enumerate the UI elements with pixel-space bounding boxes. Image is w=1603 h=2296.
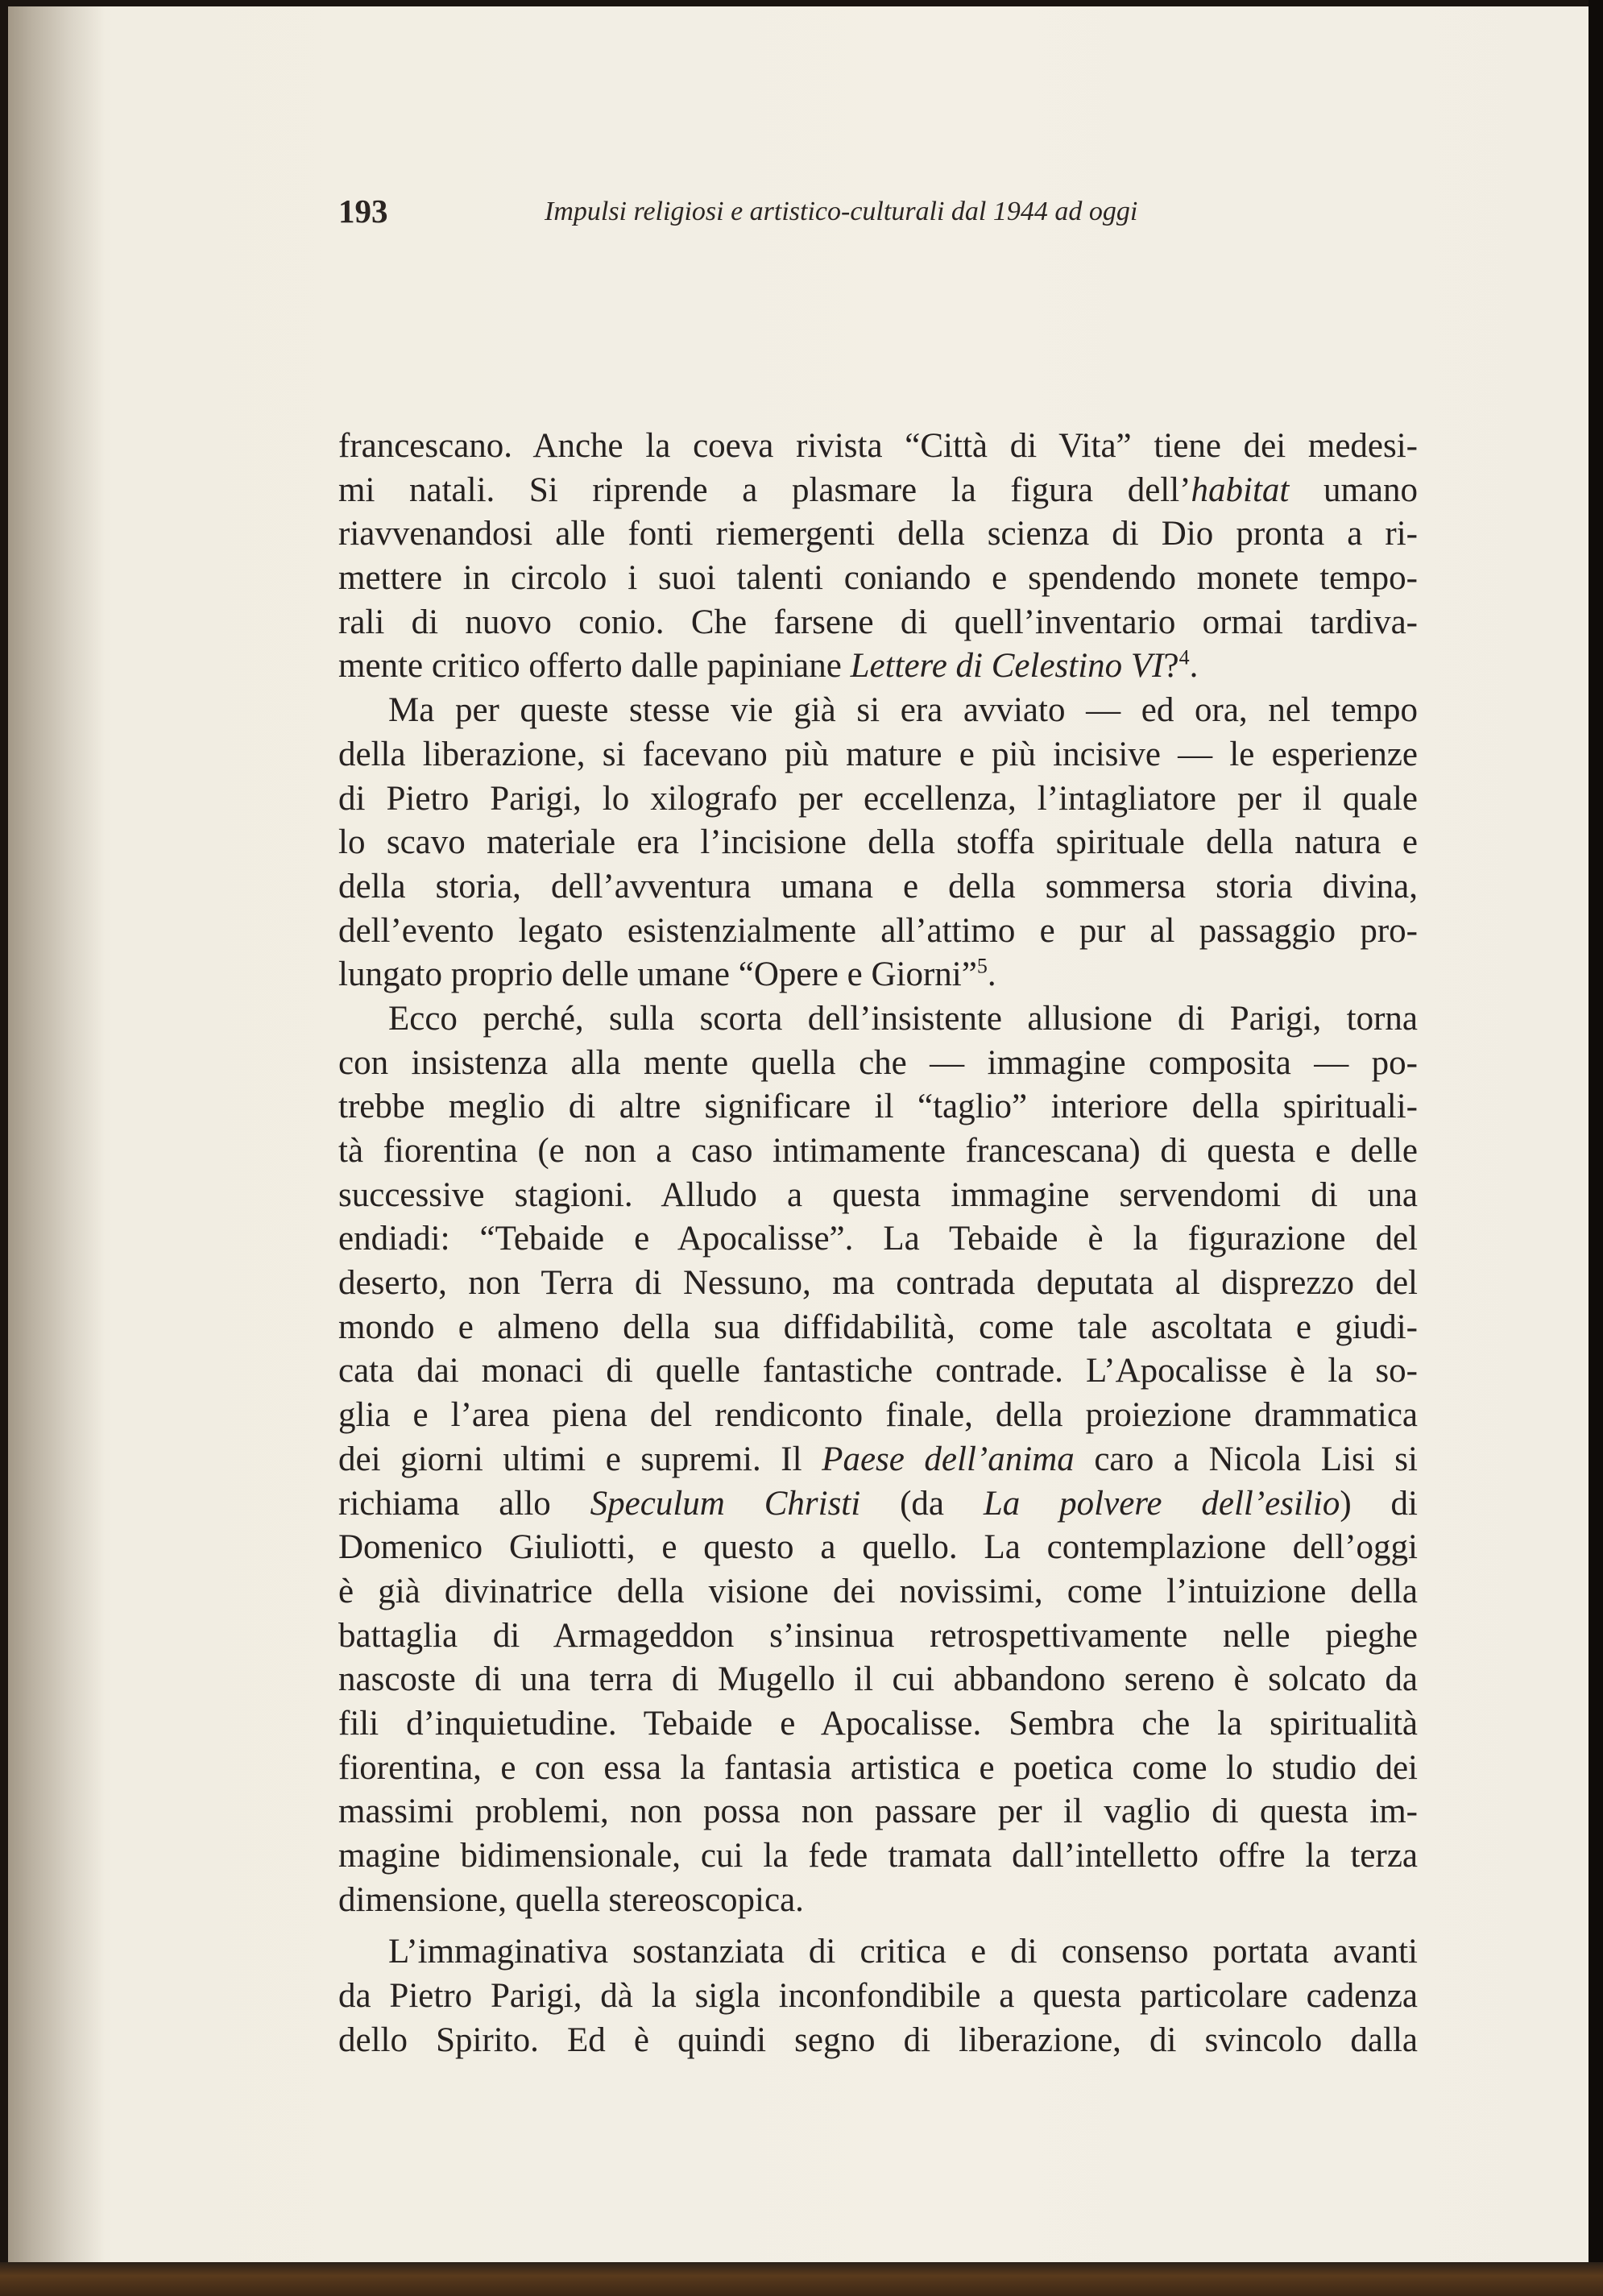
text-line [338, 469, 1418, 513]
text-line: di Pietro Parigi, lo xilografo per eccellenza, l’intagliatore per il quale [338, 779, 1418, 818]
text-run: caro a Nicola Lisi si [1074, 1440, 1418, 1478]
text-line: dimensione, quella stereoscopica. [338, 1880, 804, 1919]
text-run: (da [860, 1484, 984, 1523]
text-line [338, 644, 1418, 689]
text-line: glia e l’area piena del rendiconto finale, della proiezione drammatica [338, 1396, 1418, 1435]
text-line: fili d’inquietudine. Tebaide e Apocalisse. Sembra che la spiritualità [338, 1704, 1418, 1743]
text-line: dell’evento legato esistenzialmente all’attimo e pur al passaggio pro- [338, 911, 1418, 950]
italic-term: habitat [1191, 470, 1290, 509]
text-line: tà fiorentina (e non a caso intimamente francescana) di questa e delle [338, 1132, 1418, 1170]
binding-gutter [8, 6, 105, 2272]
text-line: nascoste di una terra di Mugello il cui abbandono sereno è solcato da [338, 1660, 1418, 1699]
text-line: della liberazione, si facevano più mature e più incisive — le esperienze [338, 735, 1418, 773]
text-line [338, 1438, 1418, 1482]
text-line: fiorentina, e con essa la fantasia artistica e poetica come lo studio dei [338, 1748, 1418, 1787]
text-line: endiadi: “Tebaide e Apocalisse”. La Tebaide è la figurazione del [338, 1220, 1418, 1258]
text-run: mi natali. Si riprende a plasmare la figura dell’ [338, 470, 1191, 509]
text-line: deserto, non Terra di Nessuno, ma contrada deputata al disprezzo del [338, 1264, 1418, 1303]
text-line: mettere in circolo i suoi talenti coniando e spendendo monete tempo- [338, 559, 1418, 598]
text-line: massimi problemi, non possa non passare per il vaglio di questa im- [338, 1792, 1418, 1831]
text-line: è già divinatrice della visione dei novissimi, come l’intuizione della [338, 1572, 1418, 1610]
text-run: dei giorni ultimi e supremi. Il [338, 1440, 822, 1478]
text-line: rali di nuovo conio. Che farsene di quell’inventario ormai tardiva- [338, 603, 1418, 641]
text-run: richiama allo [338, 1484, 590, 1523]
text-run: ? [1163, 647, 1179, 686]
text-line: Domenico Giuliotti, e questo a quello. La contemplazione dell’oggi [338, 1528, 1418, 1567]
text-line: magine bidimensionale, cui la fede tramata dall’intelletto offre la terza [338, 1837, 1418, 1875]
text-line [338, 953, 1418, 997]
text-line [338, 1482, 1418, 1527]
text-line: Ma per queste stesse vie già si era avviato — ed ora, nel tempo [388, 691, 1418, 730]
running-title: Impulsi religiosi e artistico-culturali dal 1944 ad oggi [545, 197, 1138, 226]
text-run: mente critico offerto dalle papiniane [338, 647, 851, 686]
text-line: con insistenza alla mente quella che — immagine composita — po- [338, 1043, 1418, 1082]
scan-border-right [1589, 0, 1603, 2296]
footnote-ref: 5 [976, 954, 988, 978]
text-run: . [1189, 647, 1199, 686]
text-line: cata dai monaci di quelle fantastiche contrade. L’Apocalisse è la so- [338, 1352, 1418, 1390]
text-run: umano [1289, 470, 1418, 509]
text-line: lo scavo materiale era l’incisione della stoffa spirituale della natura e [338, 823, 1418, 862]
text-line: Ecco perché, sulla scorta dell’insistente allusione di Parigi, torna [388, 999, 1418, 1038]
page-number: 193 [338, 193, 388, 230]
text-line: trebbe meglio di altre significare il “taglio” interiore della spirituali- [338, 1088, 1418, 1126]
text-line: della storia, dell’avventura umana e della sommersa storia divina, [338, 867, 1418, 906]
text-line: da Pietro Parigi, dà la sigla inconfondibile a questa particolare cadenza [338, 1977, 1418, 2016]
italic-title: Paese dell’anima [822, 1440, 1075, 1478]
paragraph-gap [338, 1922, 1418, 1930]
running-head [338, 192, 1418, 240]
text-run: . [987, 955, 996, 994]
footnote-ref: 4 [1178, 646, 1190, 670]
text-line: L’immaginativa sostanziata di critica e di consenso portata avanti [388, 1933, 1418, 1971]
text-line: battaglia di Armageddon s’insinua retrospettivamente nelle pieghe [338, 1616, 1418, 1655]
italic-title: La polvere dell’esilio [983, 1484, 1340, 1523]
book-edge-bottom [0, 2262, 1603, 2296]
body-text [338, 425, 1418, 2062]
text-line: francescano. Anche la coeva rivista “Città di Vita” tiene dei medesi- [338, 427, 1418, 465]
text-line: mondo e almeno della sua diffidabilità, come tale ascoltata e giudi- [338, 1308, 1418, 1346]
italic-title: Lettere di Celestino VI [850, 647, 1164, 686]
text-run: lungato proprio delle umane “Opere e Giorni” [338, 955, 977, 994]
text-line: riavvenandosi alle fonti riemergenti della scienza di Dio pronta a ri- [338, 515, 1418, 553]
text-line: dello Spirito. Ed è quindi segno di liberazione, di svincolo dalla [338, 2020, 1418, 2059]
text-run: ) di [1340, 1484, 1418, 1523]
text-line: successive stagioni. Alludo a questa immagine servendomi di una [338, 1175, 1418, 1214]
italic-title: Speculum Christi [590, 1484, 861, 1523]
